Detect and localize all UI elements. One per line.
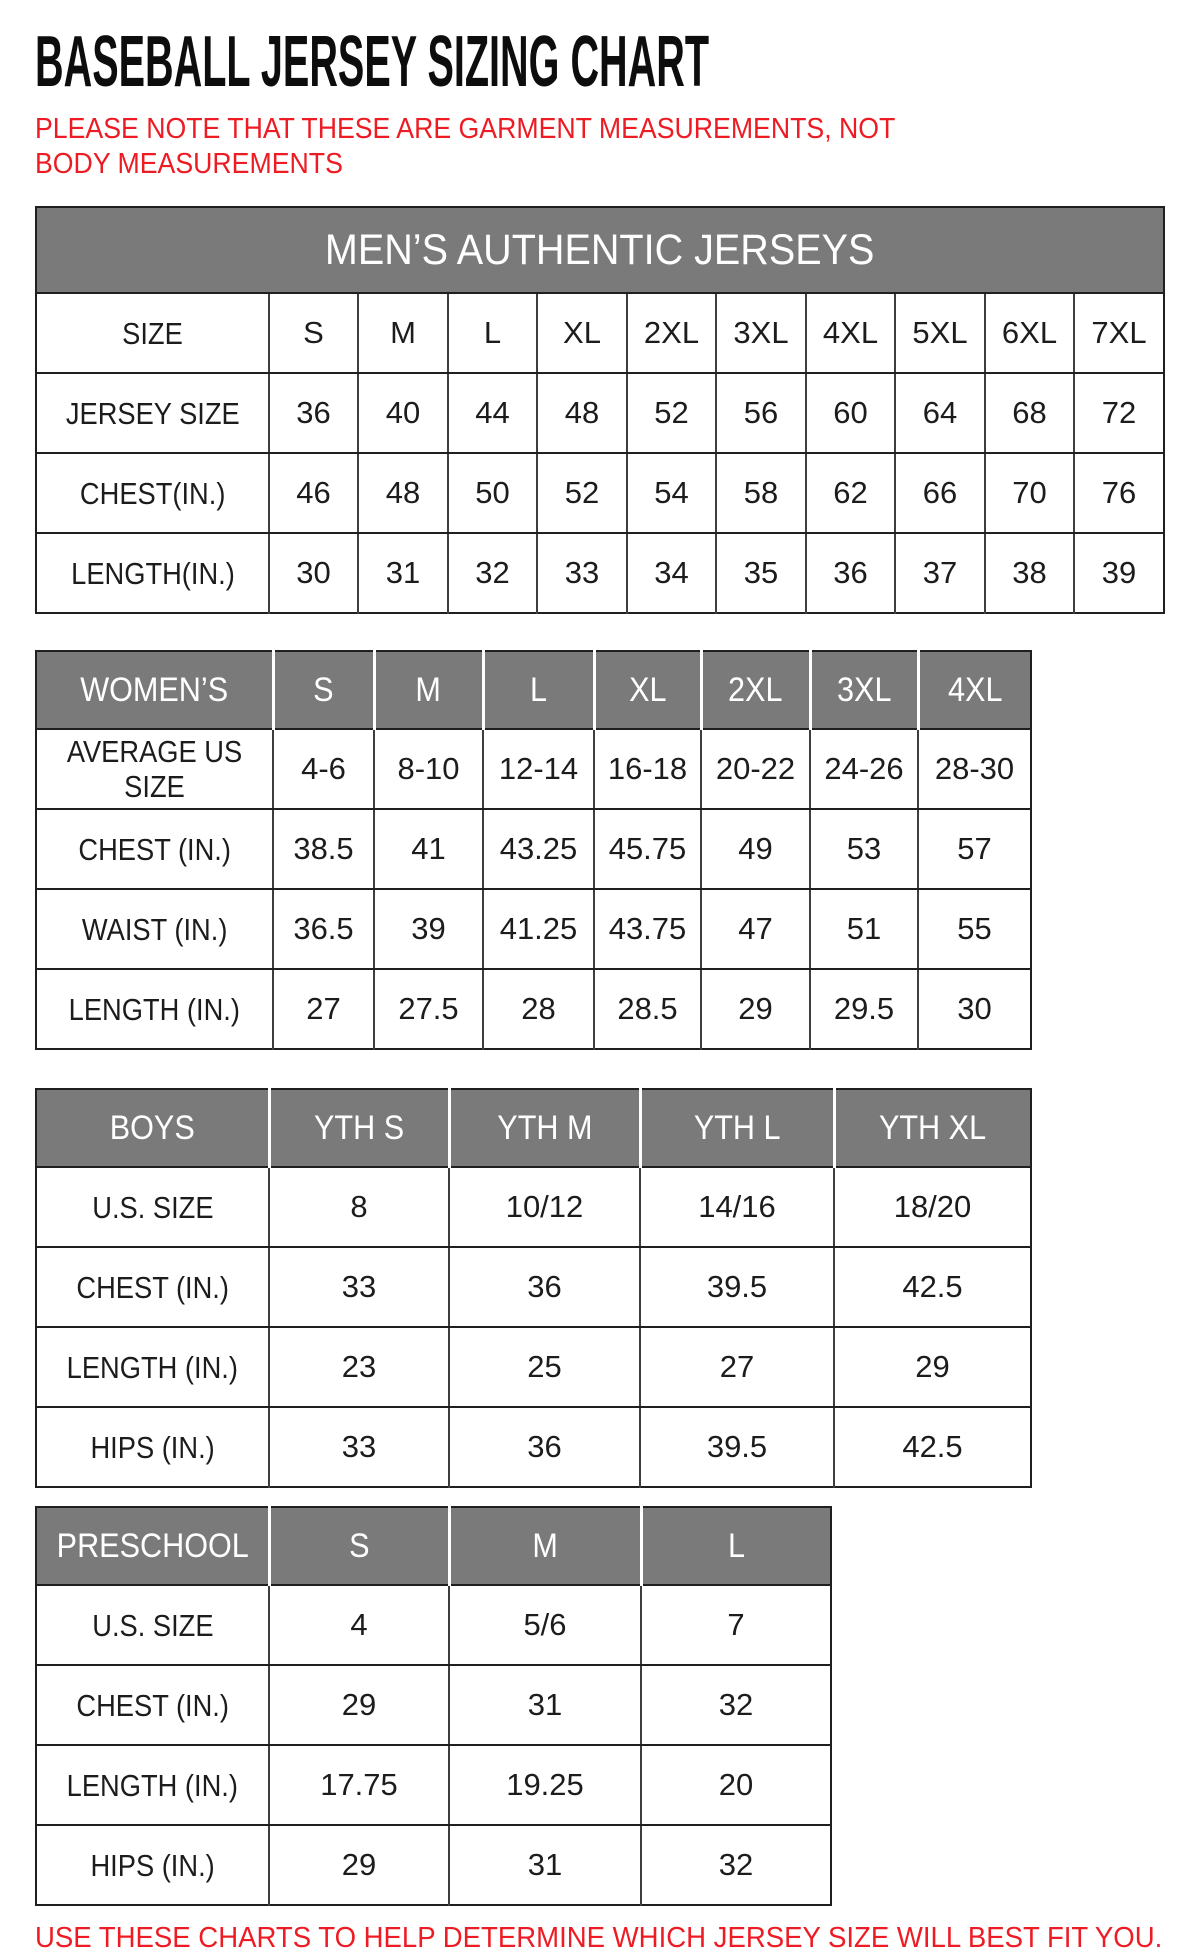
- row-label: WAIST (IN.): [36, 889, 273, 969]
- cell: 7XL: [1074, 293, 1164, 373]
- womens-section-header: WOMEN’S: [36, 651, 273, 729]
- cell: 18/20: [834, 1167, 1031, 1247]
- cell: 4: [269, 1585, 449, 1665]
- boys-header-row: [36, 1089, 1031, 1167]
- cell: 48: [537, 373, 627, 453]
- cell: 5/6: [449, 1585, 641, 1665]
- boys-hips-row: [36, 1407, 1031, 1487]
- cell: 7: [641, 1585, 831, 1665]
- mens-chest-row: [36, 453, 1164, 533]
- cell: 76: [1074, 453, 1164, 533]
- cell: 56: [716, 373, 806, 453]
- cell: 36.5: [273, 889, 374, 969]
- row-label: AVERAGE US SIZE: [36, 729, 273, 809]
- cell: 52: [537, 453, 627, 533]
- cell: 32: [448, 533, 537, 613]
- cell: 49: [701, 809, 810, 889]
- cell: 12-14: [483, 729, 594, 809]
- womens-header-row: [36, 651, 1031, 729]
- cell: 37: [895, 533, 985, 613]
- page-title: BASEBALL JERSEY SIZING CHART: [35, 22, 710, 102]
- garment-measurements-note: PLEASE NOTE THAT THESE ARE GARMENT MEASUREMENTS, NOT BODY MEASUREMENTS: [35, 113, 895, 181]
- cell: 31: [358, 533, 448, 613]
- row-label: JERSEY SIZE: [36, 373, 269, 453]
- mens-jersey-size-row: [36, 373, 1164, 453]
- cell: 41.25: [483, 889, 594, 969]
- cell: 19.25: [449, 1745, 641, 1825]
- cell: 68: [985, 373, 1074, 453]
- preschool-hips-row: [36, 1825, 831, 1905]
- preschool-length-row: [36, 1745, 831, 1825]
- header-cell: S: [269, 1507, 449, 1585]
- header-cell: L: [641, 1507, 831, 1585]
- cell: 38: [985, 533, 1074, 613]
- cell: 45.75: [594, 809, 701, 889]
- cell: 29: [269, 1665, 449, 1745]
- preschool-sizing-table: [35, 1506, 832, 1906]
- preschool-section-header: PRESCHOOL: [36, 1507, 269, 1585]
- cell: 2XL: [627, 293, 716, 373]
- header-cell: YTH S: [269, 1089, 449, 1167]
- row-label: HIPS (IN.): [36, 1825, 269, 1905]
- cell: 30: [957, 991, 992, 1027]
- row-label: CHEST (IN.): [36, 809, 273, 889]
- row-label: U.S. SIZE: [36, 1167, 269, 1247]
- cell: 38.5: [273, 809, 374, 889]
- header-cell: XL: [594, 651, 701, 729]
- cell: 32: [718, 1847, 754, 1883]
- header-cell: S: [273, 651, 374, 729]
- cell: 66: [895, 453, 985, 533]
- cell: 46: [269, 453, 358, 533]
- cell: 3XL: [716, 293, 806, 373]
- header-cell: 3XL: [810, 651, 918, 729]
- womens-waist-row: [36, 889, 1031, 969]
- boys-chest-row: [36, 1247, 1031, 1327]
- cell: 6XL: [985, 293, 1074, 373]
- cell: 48: [358, 453, 448, 533]
- cell: 27: [640, 1327, 834, 1407]
- womens-us-size-row: [36, 729, 1031, 809]
- cell: 33: [269, 1407, 449, 1487]
- mens-sizing-table: [35, 206, 1165, 614]
- boys-length-row: [36, 1327, 1031, 1407]
- boys-section-header: BOYS: [36, 1089, 269, 1167]
- womens-chest-row: [36, 809, 1031, 889]
- boys-us-size-row: [36, 1167, 1031, 1247]
- header-cell: L: [483, 651, 594, 729]
- cell: S: [269, 293, 358, 373]
- mens-size-row: [36, 293, 1164, 373]
- cell: 25: [449, 1327, 640, 1407]
- cell: 31: [449, 1825, 641, 1905]
- cell: 39: [374, 889, 483, 969]
- cell: 23: [269, 1327, 449, 1407]
- header-cell: YTH M: [449, 1089, 640, 1167]
- cell: 57: [918, 809, 1031, 889]
- row-label: LENGTH (IN.): [36, 1745, 269, 1825]
- cell: 20-22: [701, 729, 810, 809]
- cell: 42.5: [834, 1247, 1031, 1327]
- cell: 31: [449, 1665, 641, 1745]
- cell: 39.5: [640, 1407, 834, 1487]
- cell: 52: [627, 373, 716, 453]
- cell: 17.75: [269, 1745, 449, 1825]
- row-label: HIPS (IN.): [36, 1407, 269, 1487]
- preschool-us-size-row: [36, 1585, 831, 1665]
- boys-sizing-table: [35, 1088, 1032, 1488]
- row-label: LENGTH (IN.): [36, 1327, 269, 1407]
- womens-length-row: [36, 969, 1031, 1049]
- cell: 51: [810, 889, 918, 969]
- cell: 29: [834, 1327, 1031, 1407]
- cell: 64: [895, 373, 985, 453]
- cell: 60: [806, 373, 895, 453]
- cell: 36: [269, 373, 358, 453]
- cell: 43.25: [483, 809, 594, 889]
- cell: 41: [374, 809, 483, 889]
- cell: 70: [985, 453, 1074, 533]
- cell: 54: [627, 453, 716, 533]
- header-cell: YTH XL: [834, 1089, 1031, 1167]
- womens-sizing-table: [35, 650, 1032, 1050]
- cell: 24-26: [810, 729, 918, 809]
- cell: 28-30: [918, 729, 1031, 809]
- cell: 10/12: [449, 1167, 640, 1247]
- cell: 40: [358, 373, 448, 453]
- cell: M: [358, 293, 448, 373]
- cell: 58: [716, 453, 806, 533]
- preschool-header-row: [36, 1507, 831, 1585]
- mens-section-header: [36, 207, 1164, 293]
- cell: 20: [641, 1745, 831, 1825]
- mens-length-row: [36, 533, 1164, 613]
- cell: 28: [483, 969, 594, 1049]
- cell: 36: [806, 533, 895, 613]
- cell: 28.5: [594, 969, 701, 1049]
- header-cell: 4XL: [918, 651, 1031, 729]
- cell: 35: [716, 533, 806, 613]
- fit-advice-footer: USE THESE CHARTS TO HELP DETERMINE WHICH JERSEY SIZE WILL BEST FIT YOU.: [35, 1922, 1163, 1955]
- preschool-chest-row: [36, 1665, 831, 1745]
- cell: 39: [1101, 555, 1137, 591]
- cell: 14/16: [640, 1167, 834, 1247]
- cell: 34: [627, 533, 716, 613]
- header-cell: M: [449, 1507, 641, 1585]
- cell: 32: [641, 1665, 831, 1745]
- row-label: LENGTH(IN.): [36, 533, 269, 613]
- row-label: LENGTH (IN.): [36, 969, 273, 1049]
- header-cell: YTH L: [640, 1089, 834, 1167]
- row-label: U.S. SIZE: [36, 1585, 269, 1665]
- cell: 55: [918, 889, 1031, 969]
- cell: 27.5: [374, 969, 483, 1049]
- cell: 36: [449, 1247, 640, 1327]
- cell: 5XL: [895, 293, 985, 373]
- header-cell: 2XL: [701, 651, 810, 729]
- cell: 29: [269, 1825, 449, 1905]
- cell: 29.5: [810, 969, 918, 1049]
- cell: 29: [701, 969, 810, 1049]
- cell: 8: [269, 1167, 449, 1247]
- cell: 44: [448, 373, 537, 453]
- cell: 72: [1074, 373, 1164, 453]
- cell: 16-18: [594, 729, 701, 809]
- cell: 30: [269, 533, 358, 613]
- cell: 62: [806, 453, 895, 533]
- cell: 43.75: [594, 889, 701, 969]
- header-cell: M: [374, 651, 483, 729]
- cell: 53: [810, 809, 918, 889]
- row-label: CHEST (IN.): [36, 1665, 269, 1745]
- row-label: CHEST (IN.): [36, 1247, 269, 1327]
- row-label: CHEST(IN.): [36, 453, 269, 533]
- cell: XL: [537, 293, 627, 373]
- cell: 33: [269, 1247, 449, 1327]
- cell: 39.5: [640, 1247, 834, 1327]
- cell: 8-10: [374, 729, 483, 809]
- mens-header-band-row: [36, 207, 1164, 293]
- cell: 27: [273, 969, 374, 1049]
- cell: 36: [449, 1407, 640, 1487]
- cell: L: [448, 293, 537, 373]
- cell: 50: [448, 453, 537, 533]
- mens-section-title: MEN’S AUTHENTIC JERSEYS: [325, 225, 875, 274]
- cell: 42.5: [902, 1429, 963, 1465]
- row-label: SIZE: [36, 293, 269, 373]
- cell: 4-6: [273, 729, 374, 809]
- cell: 33: [537, 533, 627, 613]
- cell: 4XL: [806, 293, 895, 373]
- cell: 47: [701, 889, 810, 969]
